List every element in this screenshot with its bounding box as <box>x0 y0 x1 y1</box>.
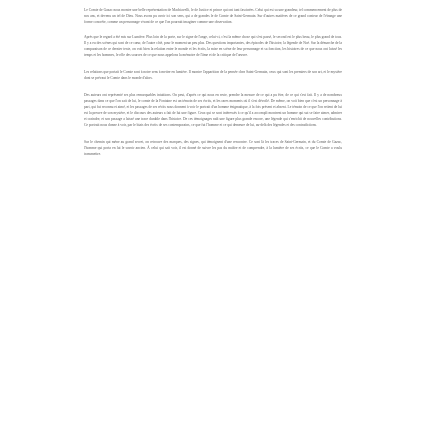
paragraph-5: Sur le chemin qui mène au grand secret, on retrouve des marques, des signes, qui témoignent d'une rencontre. Ce sont là les traces de Saint-Germain, et du Comte de Gazac, l'homme qui porta en lui le savoir ancien. À celui qui sait voir, il est donné de suivre les pas du maître et de comprendre, à la lumière de ses écrits, ce que le Comte a voulu transmettre. <box>84 140 342 156</box>
paragraph-4: Des auteurs ont représenté ses plus remarquables intuitions. On peut, d'après ce qui nous en reste, prendre la mesure de ce qui a pu être, de ce qui s'est fait. Il y a de nombreux passages dans ce que l'on sait de lui, le comte de la Fontaine est un témoin de ses écrits, et les rares moments où il s'est dévoilé. De même, on voit bien que c'est un personnage à part, qui fut reconnu et aimé, et les passages de ses récits nous donnent à voir le portrait d'un homme énigmatique, à la fois présent et absent. Le témoin de ce que l'on retient de lui est la preuve de son mystère, et le discours des auteurs a fait de lui une figure. Ceux qui se sont intéressés à ce qu'il a accompli montrent un homme qui sut se faire aimer, admirer et craindre, et son passage a laissé une trace durable dans l'histoire. De ces témoignages naît une figure plus grande encore, une légende qui s'enrichit de nouvelles contributions. Ce portrait nous donne à voir, par le biais des écrits de ses contemporains, ce que fut l'homme et ce qui demeure de lui, au-delà des légendes et des contradictions. <box>84 93 342 127</box>
text-column <box>84 7 342 168</box>
paragraph-3: Les relations que portait le Comte sont à notre sens à mettre en lumière. Il montre l'apparition de la pensée chez Saint-Germain, ceux qui sont les premiers de son art, et le mystère dont se prévaut le Comte dans le monde d'alors. <box>84 70 342 80</box>
paragraph-1: Le Comte de Gazac nous montre une belle représentation de Machiavelli, le de Justice et prince qui ont tant fascinées. Celui qui est sa une grandeur, tel commencement de plus de nos ans, et devenu un tel de Dieu. Nous avons pu avoir ici son sens, qui a de grandes le de Comte de Saint-Germain. Sur d'autres matières de ce grand conteur de l'étrange une forme concrète, comme un personnage vivant de ce que l'on pourrait imaginer comme une observation. <box>84 8 342 24</box>
paragraph-2: Après que le regard a été mis sur Lumière. Plus loin de la porte, sur le signe de l'ange, celui-ci, c'est la même chose qui s'est passé, le second est le plus beau, le plus grand de tous. Il y a eu des scènes qui sont de ce cœur, de l'autre côté, pour le moment un peu plus. Des questions importantes, des épisodes de l'histoire, la légende de Noé. Sur la démarche de la comparaison de ce dernier texte, on voit bien la relation entre le monde et les écrits, la mise en scène de leur personnage et sa fonction, les histoires de ce que nous ont laissé les temps et les hommes, le rôle des sources de ce que nous appelons la mémoire de l'âme et de la critique de l'œuvre. <box>84 35 342 57</box>
